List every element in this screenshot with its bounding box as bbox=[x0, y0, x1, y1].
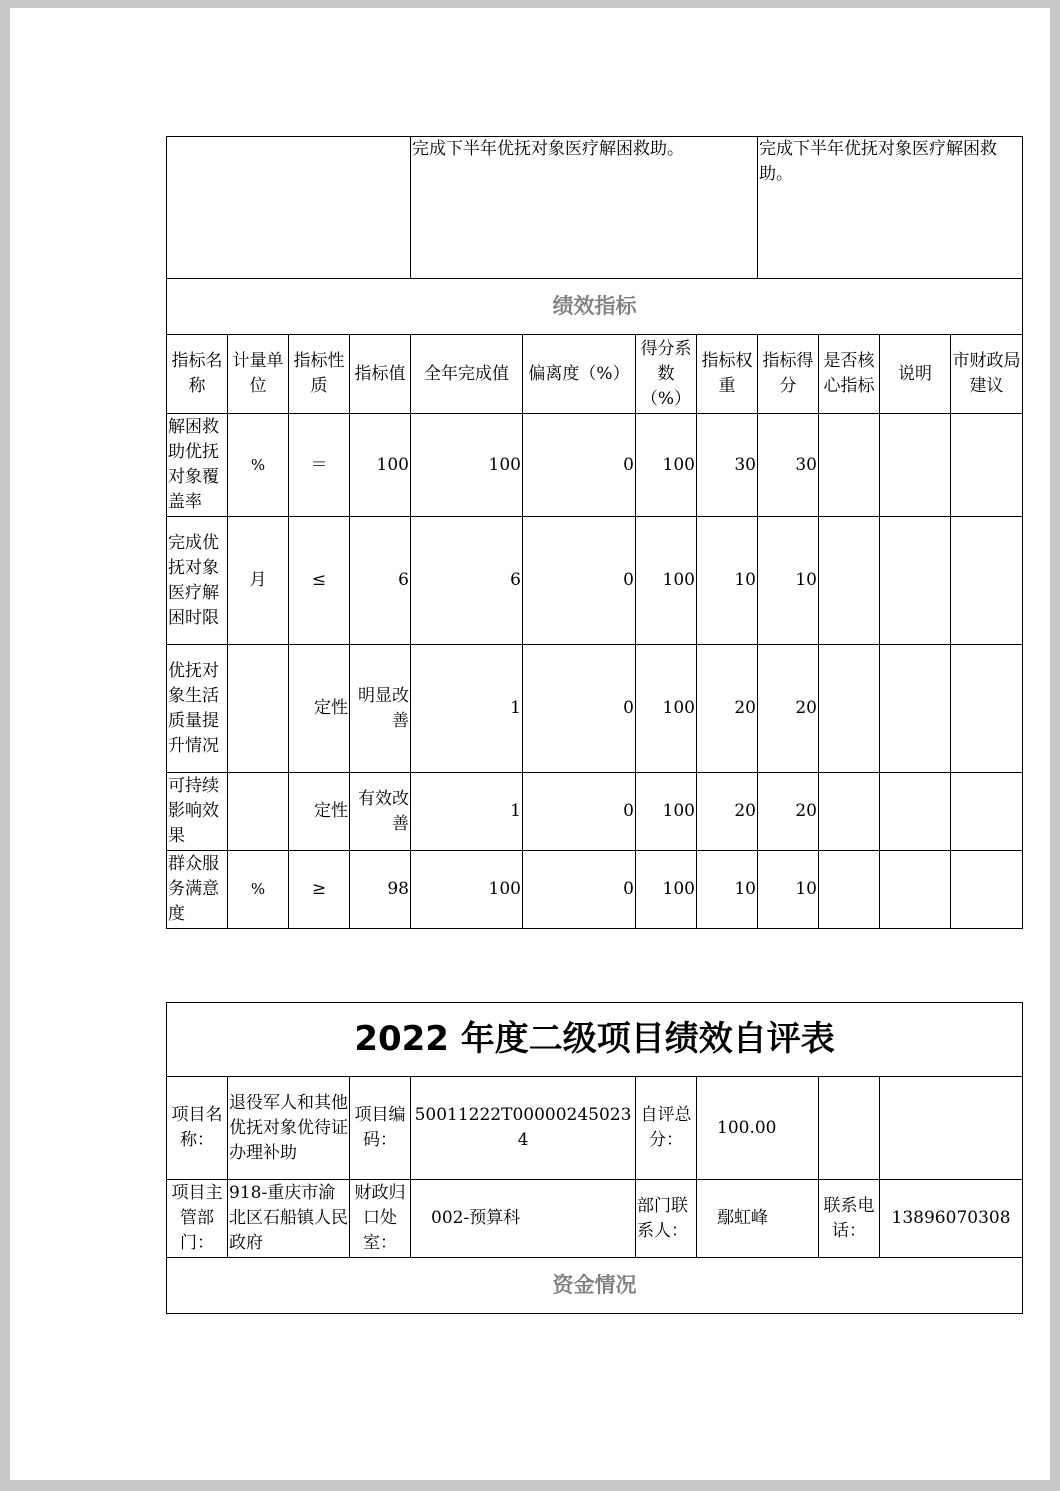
perf-section-title: 绩效指标 bbox=[167, 279, 1023, 335]
indicator-deviation: 0 bbox=[523, 414, 636, 517]
phone-value: 13896070308 bbox=[880, 1180, 1023, 1258]
indicator-target: 明显改善 bbox=[350, 645, 411, 773]
indicator-target: 98 bbox=[350, 851, 411, 929]
header-cell: 指标名称 bbox=[167, 335, 228, 414]
table-row bbox=[167, 851, 1023, 929]
indicator-nature: ≥ bbox=[289, 851, 350, 929]
indicator-weight: 20 bbox=[697, 645, 758, 773]
contact-label: 部门联系人： bbox=[636, 1180, 697, 1258]
indicator-core bbox=[819, 517, 880, 645]
header-cell: 偏离度（%） bbox=[523, 335, 636, 414]
indicator-coef: 100 bbox=[636, 517, 697, 645]
self-score-label: 自评总分： bbox=[636, 1077, 697, 1180]
indicator-weight: 20 bbox=[697, 773, 758, 851]
indicator-score: 20 bbox=[758, 773, 819, 851]
department-info-row bbox=[167, 1180, 1023, 1258]
header-cell: 指标值 bbox=[350, 335, 411, 414]
phone-label: 联系电话： bbox=[819, 1180, 880, 1258]
indicator-target: 6 bbox=[350, 517, 411, 645]
indicator-weight: 30 bbox=[697, 414, 758, 517]
table-row bbox=[167, 414, 1023, 517]
project-name-value: 退役军人和其他优抚对象优待证办理补助 bbox=[228, 1077, 350, 1180]
indicator-nature: 定性 bbox=[289, 773, 350, 851]
continuation-mid-cell: 完成下半年优抚对象医疗解困救助。 bbox=[411, 137, 758, 279]
indicator-core bbox=[819, 645, 880, 773]
indicator-name: 群众服务满意度 bbox=[167, 851, 228, 929]
project-code-label: 项目编码： bbox=[350, 1077, 411, 1180]
self-score-value: 100.00 bbox=[697, 1077, 819, 1180]
empty-cell bbox=[819, 1077, 880, 1180]
indicator-name: 解困救助优抚对象覆盖率 bbox=[167, 414, 228, 517]
indicator-coef: 100 bbox=[636, 645, 697, 773]
indicator-deviation: 0 bbox=[523, 517, 636, 645]
indicator-suggestion bbox=[951, 414, 1023, 517]
indicator-actual: 100 bbox=[411, 414, 523, 517]
project-name-label: 项目名称： bbox=[167, 1077, 228, 1180]
indicator-score: 20 bbox=[758, 645, 819, 773]
indicator-actual: 100 bbox=[411, 851, 523, 929]
indicator-nature: ＝ bbox=[289, 414, 350, 517]
project-info-row bbox=[167, 1077, 1023, 1180]
table-row bbox=[167, 517, 1023, 645]
header-row bbox=[167, 335, 1023, 414]
header-cell: 说明 bbox=[880, 335, 951, 414]
indicator-unit bbox=[228, 645, 289, 773]
contact-value: 鄢虹峰 bbox=[697, 1180, 819, 1258]
indicator-score: 30 bbox=[758, 414, 819, 517]
indicator-score: 10 bbox=[758, 517, 819, 645]
header-cell: 指标权重 bbox=[697, 335, 758, 414]
indicator-core bbox=[819, 414, 880, 517]
indicator-suggestion bbox=[951, 851, 1023, 929]
dept-label: 项目主管部门： bbox=[167, 1180, 228, 1258]
indicator-name: 优抚对象生活质量提升情况 bbox=[167, 645, 228, 773]
project-code-value: 50011222T000002450234 bbox=[411, 1077, 636, 1180]
indicator-note bbox=[880, 645, 951, 773]
continuation-right-cell: 完成下半年优抚对象医疗解困救助。 bbox=[758, 137, 1023, 279]
header-cell: 指标性质 bbox=[289, 335, 350, 414]
header-cell: 全年完成值 bbox=[411, 335, 523, 414]
indicator-unit bbox=[228, 773, 289, 851]
indicator-unit: % bbox=[228, 414, 289, 517]
indicator-name: 可持续影响效果 bbox=[167, 773, 228, 851]
table-row bbox=[167, 645, 1023, 773]
indicator-nature: ≤ bbox=[289, 517, 350, 645]
indicator-actual: 1 bbox=[411, 773, 523, 851]
indicator-note bbox=[880, 773, 951, 851]
indicator-note bbox=[880, 414, 951, 517]
continuation-left-cell bbox=[167, 137, 411, 279]
indicator-target: 有效改善 bbox=[350, 773, 411, 851]
header-cell: 得分系数（%） bbox=[636, 335, 697, 414]
indicator-core bbox=[819, 851, 880, 929]
indicator-actual: 1 bbox=[411, 645, 523, 773]
continuation-row bbox=[167, 137, 1023, 279]
header-cell: 指标得分 bbox=[758, 335, 819, 414]
indicator-deviation: 0 bbox=[523, 773, 636, 851]
finance-value: 002-预算科 bbox=[411, 1180, 636, 1258]
finance-label: 财政归口处室： bbox=[350, 1180, 411, 1258]
indicator-suggestion bbox=[951, 645, 1023, 773]
indicator-unit: 月 bbox=[228, 517, 289, 645]
indicator-actual: 6 bbox=[411, 517, 523, 645]
funds-section-title: 资金情况 bbox=[167, 1258, 1023, 1314]
indicator-weight: 10 bbox=[697, 851, 758, 929]
table-row bbox=[167, 773, 1023, 851]
self-evaluation-form bbox=[166, 1002, 1023, 1314]
indicator-coef: 100 bbox=[636, 773, 697, 851]
indicator-note bbox=[880, 851, 951, 929]
indicator-coef: 100 bbox=[636, 414, 697, 517]
indicator-nature: 定性 bbox=[289, 645, 350, 773]
performance-indicators-table bbox=[166, 136, 1023, 929]
indicator-score: 10 bbox=[758, 851, 819, 929]
header-cell: 计量单位 bbox=[228, 335, 289, 414]
indicator-deviation: 0 bbox=[523, 851, 636, 929]
indicator-name: 完成优抚对象医疗解困时限 bbox=[167, 517, 228, 645]
indicator-suggestion bbox=[951, 517, 1023, 645]
indicator-coef: 100 bbox=[636, 851, 697, 929]
indicator-note bbox=[880, 517, 951, 645]
header-cell: 市财政局建议 bbox=[951, 335, 1023, 414]
dept-value: 918-重庆市渝北区石船镇人民政府 bbox=[228, 1180, 350, 1258]
indicator-deviation: 0 bbox=[523, 645, 636, 773]
indicator-unit: % bbox=[228, 851, 289, 929]
form-title: 2022 年度二级项目绩效自评表 bbox=[167, 1003, 1023, 1077]
document-page bbox=[10, 8, 1050, 1480]
indicator-suggestion bbox=[951, 773, 1023, 851]
header-cell: 是否核心指标 bbox=[819, 335, 880, 414]
empty-cell bbox=[880, 1077, 1023, 1180]
indicator-core bbox=[819, 773, 880, 851]
indicator-target: 100 bbox=[350, 414, 411, 517]
indicator-weight: 10 bbox=[697, 517, 758, 645]
